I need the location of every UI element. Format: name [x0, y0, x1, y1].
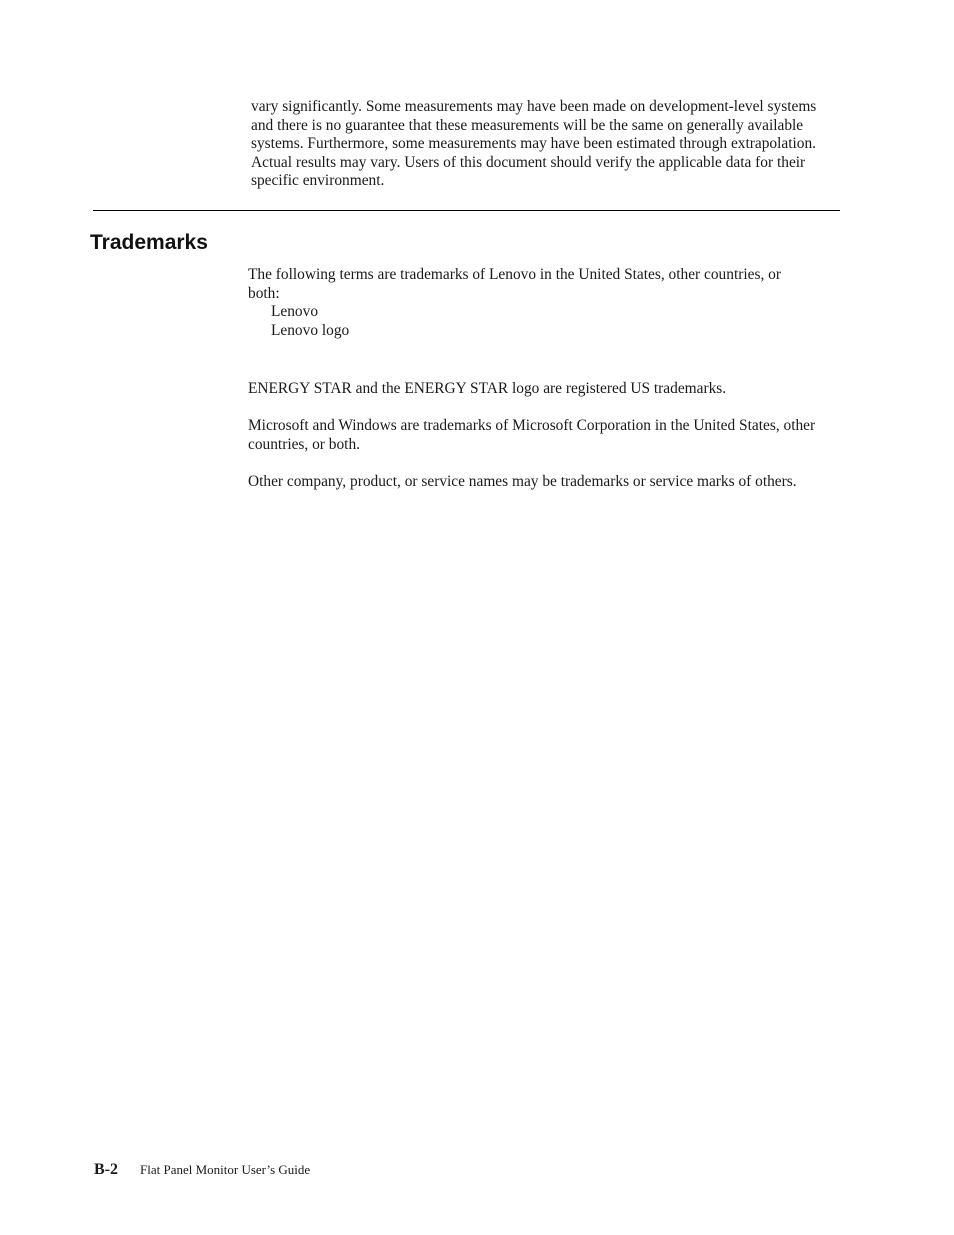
microsoft-paragraph: Microsoft and Windows are trademarks of Microsoft Corporation in the United States, other countries, or both.: [248, 417, 816, 453]
page-number: B-2: [94, 1161, 118, 1178]
page-footer: [94, 1161, 310, 1183]
section-divider: [93, 210, 840, 211]
section-heading: Trademarks: [90, 231, 208, 254]
energy-star-paragraph: ENERGY STAR and the ENERGY STAR logo are registered US trademarks.: [248, 380, 727, 397]
intro-paragraph: vary significantly. Some measurements may have been made on development-level systems and there is no guarantee that these measurements will be the same on generally available systems. Furthermore, some measurements may have been estimated through extrapolation. Actual results may vary. Users of this document should verify the applicable data for their specific environment.: [251, 98, 817, 190]
trademarks-intro: The following terms are trademarks of Lenovo in the United States, other countries, or both:: [248, 266, 781, 302]
trademark-item: Lenovo: [271, 303, 319, 320]
guide-title: Flat Panel Monitor User’s Guide: [140, 1162, 311, 1177]
trademark-item: Lenovo logo: [271, 322, 350, 339]
other-trademarks-paragraph: Other company, product, or service names may be trademarks or service marks of others.: [248, 473, 797, 490]
